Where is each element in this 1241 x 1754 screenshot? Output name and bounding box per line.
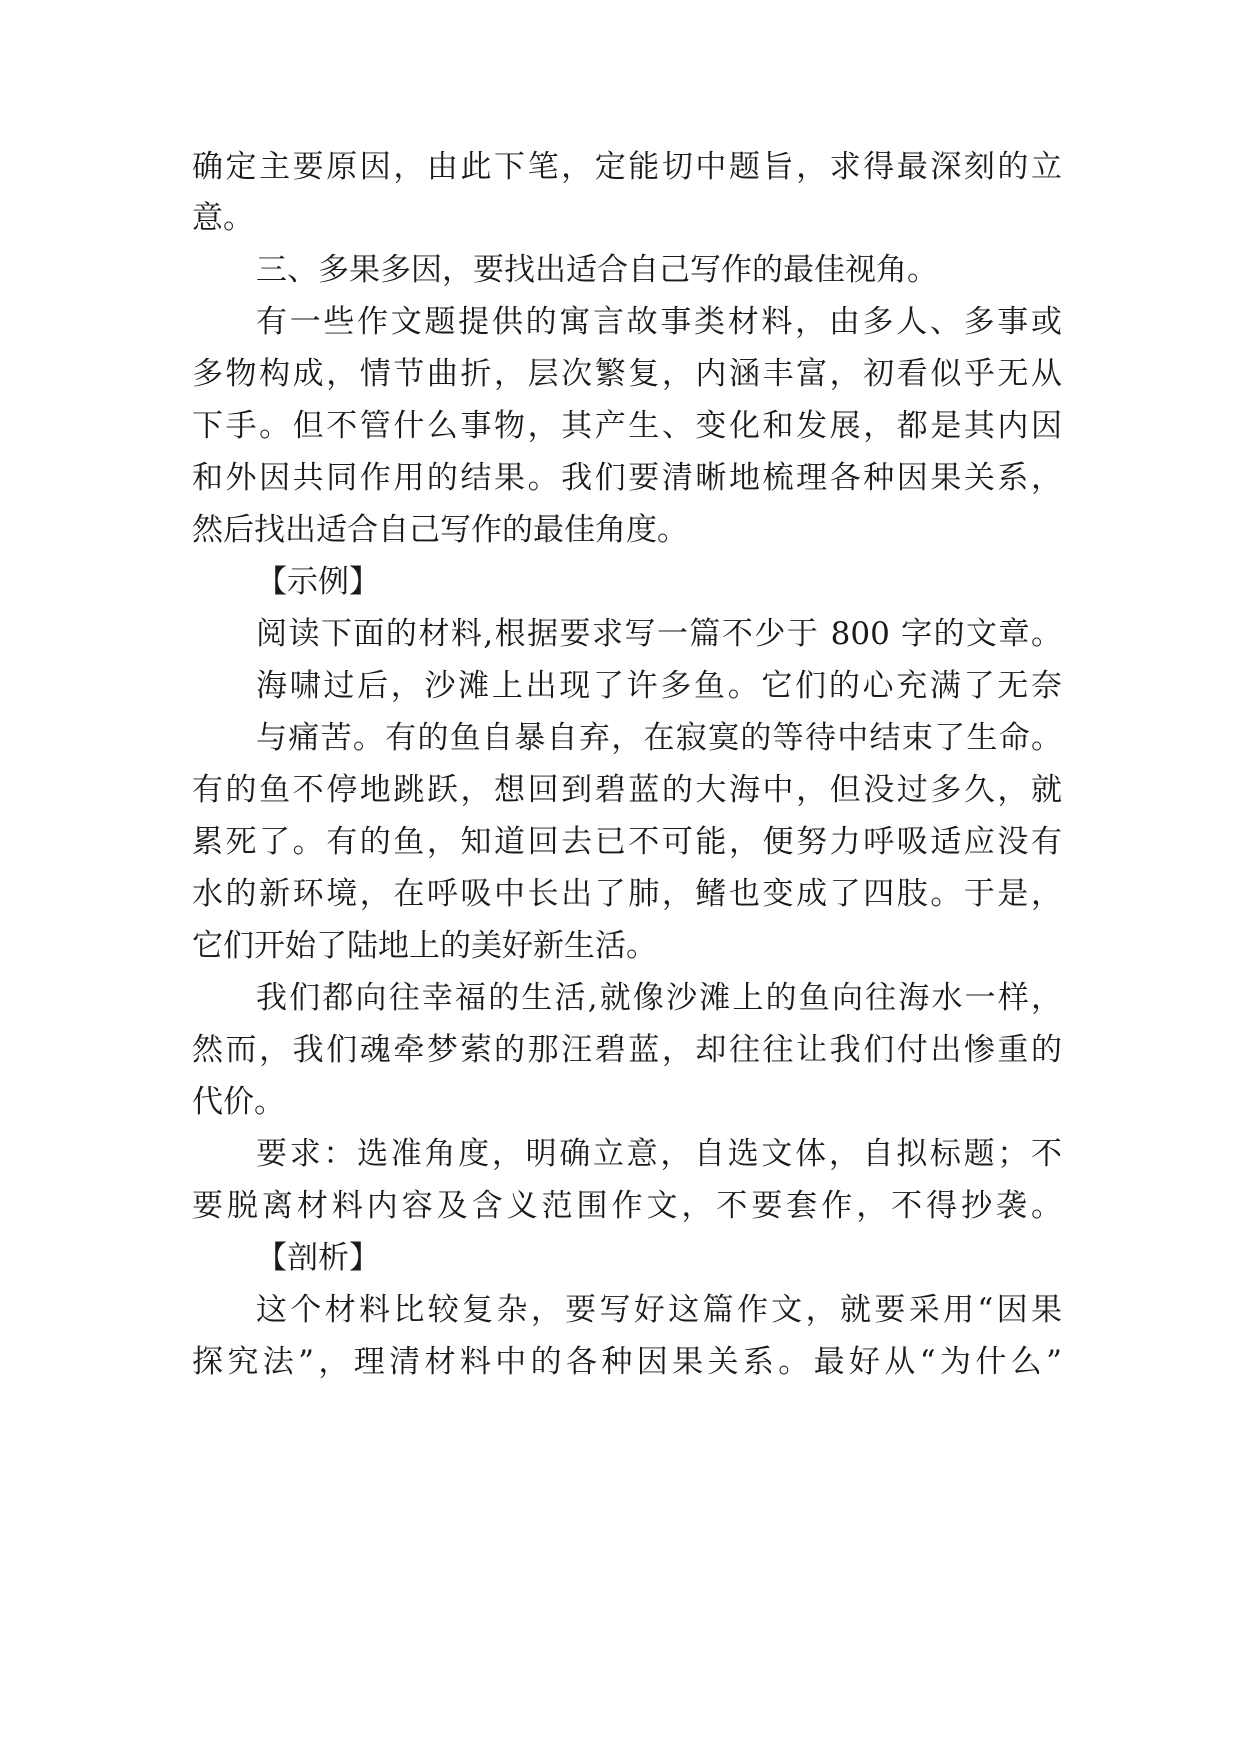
example-label: 【示例】 bbox=[256, 564, 380, 600]
text-line-12: 与痛苦。有的鱼自暴自弃，在寂寞的等待中结束了生命。 bbox=[256, 720, 1062, 756]
text-line-18: 然而，我们魂牵梦萦的那汪碧蓝，却往往让我们付出惨重的 bbox=[192, 1032, 1062, 1068]
text-line-21: 要脱离材料内容及含义范围作文，不要套作，不得抄袭。 bbox=[192, 1188, 1062, 1224]
text-line-16: 它们开始了陆地上的美好新生活。 bbox=[192, 928, 657, 964]
text-line-14: 累死了。有的鱼，知道回去已不可能，便努力呼吸适应没有 bbox=[192, 824, 1062, 860]
text-line-1: 确定主要原因，由此下笔，定能切中题旨，求得最深刻的立 bbox=[192, 149, 1062, 185]
text-line-24: 探究法”，理清材料中的各种因果关系。最好从“为什么” bbox=[192, 1344, 1062, 1380]
text-line-19: 代价。 bbox=[192, 1084, 285, 1120]
text-line-23: 这个材料比较复杂，要写好这篇作文，就要采用“因果 bbox=[256, 1292, 1062, 1328]
text-line-4: 有一些作文题提供的寓言故事类材料，由多人、多事或 bbox=[256, 304, 1062, 340]
section-heading: 三、多果多因，要找出适合自己写作的最佳视角。 bbox=[256, 252, 938, 288]
text-line-7: 和外因共同作用的结果。我们要清晰地梳理各种因果关系， bbox=[192, 460, 1062, 496]
text-line-11: 海啸过后，沙滩上出现了许多鱼。它们的心充满了无奈 bbox=[256, 668, 1062, 704]
text-line-2: 意。 bbox=[192, 200, 254, 236]
text-line-15: 水的新环境，在呼吸中长出了肺，鳍也变成了四肢。于是， bbox=[192, 876, 1062, 912]
text-line-10: 阅读下面的材料,根据要求写一篇不少于 800 字的文章。 bbox=[256, 616, 1062, 652]
analysis-label: 【剖析】 bbox=[256, 1240, 380, 1276]
text-line-5: 多物构成，情节曲折，层次繁复，内涵丰富，初看似乎无从 bbox=[192, 356, 1062, 392]
text-line-17: 我们都向往幸福的生活,就像沙滩上的鱼向往海水一样， bbox=[256, 980, 1062, 1016]
text-line-8: 然后找出适合自己写作的最佳角度。 bbox=[192, 512, 688, 548]
text-line-13: 有的鱼不停地跳跃，想回到碧蓝的大海中，但没过多久，就 bbox=[192, 772, 1062, 808]
text-line-20: 要求：选准角度，明确立意，自选文体，自拟标题；不 bbox=[256, 1136, 1062, 1172]
text-line-6: 下手。但不管什么事物，其产生、变化和发展，都是其内因 bbox=[192, 408, 1062, 444]
